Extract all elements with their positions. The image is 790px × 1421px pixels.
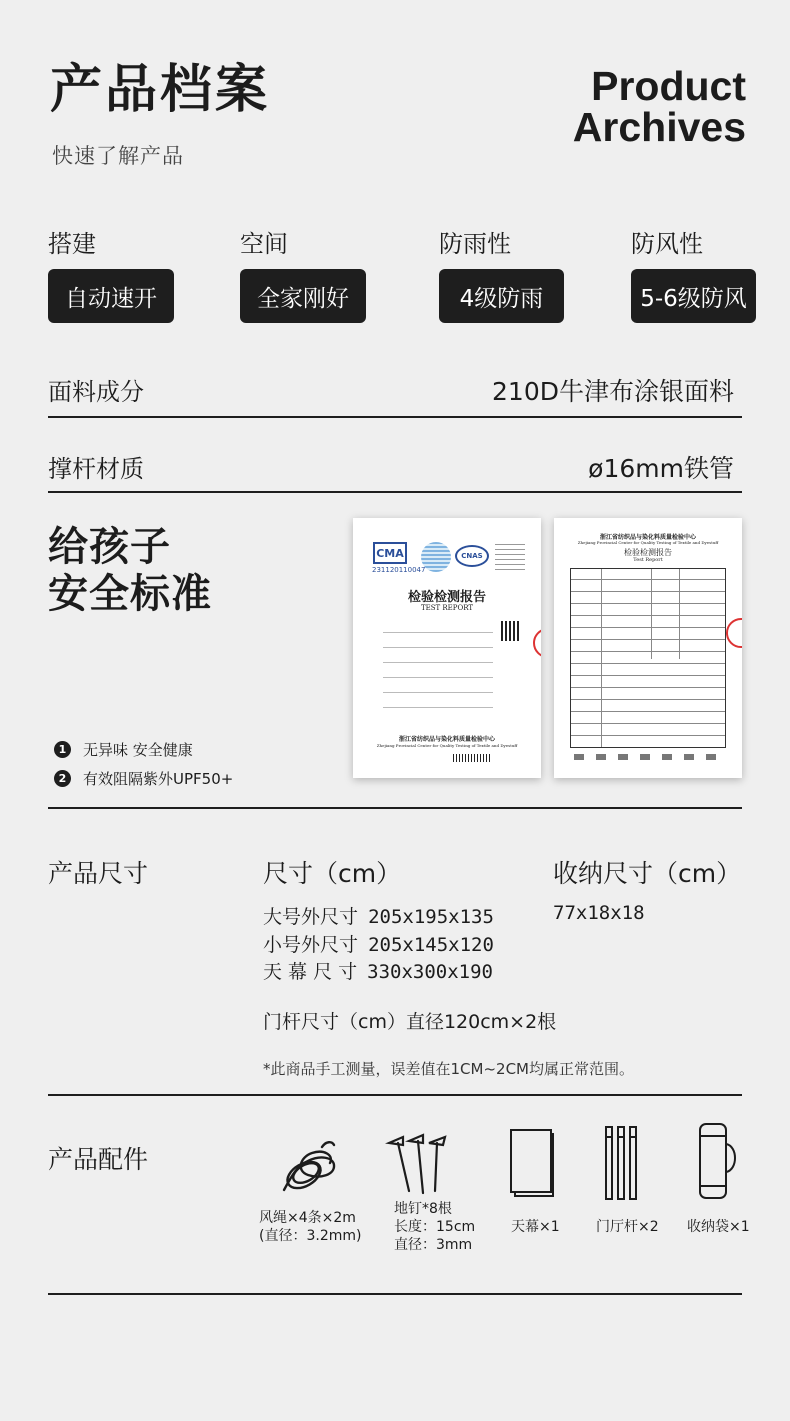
size-row [263,957,493,984]
report-org-cn: 浙江省纺织品与染化料质量检验中心 [599,534,696,541]
accessories-section-label: 产品配件 [48,1145,149,1174]
accessory-caption [259,1209,361,1245]
accessory-caption-line: 直径：3mm [394,1237,473,1254]
red-seal [726,618,742,648]
accessory-caption [394,1200,475,1255]
spec-label-fabric: 面料成分 [48,378,144,406]
bag-icon [694,1122,740,1200]
attr-badge-build: 自动速开 [48,269,174,323]
ilac-logo [421,542,451,572]
divider [48,807,742,809]
title-en-line1: Product [591,63,746,109]
pole-icon [602,1125,646,1201]
stake-icon [385,1133,455,1197]
report-fields [383,626,493,722]
report-org-en: Zhejiang Provincial Center for Quality Testing of Textile and Dyestuff [577,540,719,545]
cma-logo: CMA [373,542,407,564]
feature-item [54,739,193,760]
attr-label-space: 空间 [240,230,288,258]
size-column-head: 尺寸（cm） [263,859,402,888]
accessory-caption: 天幕×1 [511,1219,560,1235]
door-pole-size: 门杆尺寸（cm）直径120cm×2根 [263,1011,557,1033]
size-row-label: 天 幕 尺 寸 [263,961,358,983]
red-seal [533,628,541,658]
measurement-note: *此商品手工测量，误差值在1CM~2CM均属正常范围。 [263,1060,634,1078]
spec-label-pole: 撑杆材质 [48,455,144,483]
cert-text-block [495,544,525,570]
safety-title-line1: 给孩子 [48,524,171,570]
page-title: 产品档案 [50,60,271,120]
feature-number: 2 [54,770,71,787]
attr-label-wind: 防风性 [631,230,703,258]
attr-badge-rain: 4级防雨 [439,269,564,323]
cma-code: 231120110047 [372,566,426,574]
feature-text: 无异味 安全健康 [83,741,193,759]
spec-value-fabric: 210D牛津布涂银面料 [492,377,734,406]
page-subtitle: 快速了解产品 [52,144,184,168]
report-table [570,568,726,748]
feature-item [54,768,233,789]
safety-title-line2: 安全标准 [48,570,212,617]
canopy-icon [507,1128,555,1198]
size-section-label: 产品尺寸 [48,859,149,888]
accessory-caption-line: (直径：3.2mm) [259,1228,362,1245]
storage-size-value: 77x18x18 [553,902,645,924]
accessory-caption: 门厅杆×2 [596,1219,659,1235]
signature-row [574,754,724,760]
cnas-logo: CNAS [455,545,489,567]
storage-column-head: 收纳尺寸（cm） [553,859,742,888]
report-title-cn: 检验检测报告 [624,548,672,557]
rope-icon [278,1135,340,1197]
size-row-value: 330x300x190 [367,961,494,983]
barcode [453,754,491,762]
report-title-en: Test Report [633,557,663,563]
accessory-caption-line: 风绳×4条×2m [259,1210,356,1226]
title-en-line2: Archives [572,104,746,150]
attr-label-rain: 防雨性 [439,230,511,258]
report-title-cn: 检验检测报告 [407,590,486,605]
attr-badge-wind: 5-6级防风 [631,269,756,323]
divider [48,1094,742,1096]
test-report-cover [353,518,541,778]
accessory-caption: 收纳袋×1 [687,1219,750,1235]
attr-label-build: 搭建 [48,230,96,258]
feature-text: 有效阻隔紫外UPF50+ [83,770,234,788]
report-title-en: TEST REPORT [420,604,474,612]
size-row-value: 205x145x120 [368,934,494,956]
size-row [263,930,494,957]
size-row-label: 小号外尺寸 [263,934,359,956]
size-row [263,902,494,929]
divider [48,416,742,418]
test-report-detail [554,518,742,778]
accessory-caption-line: 地钉*8根 [394,1201,452,1217]
accessory-caption-line: 长度：15cm [394,1219,476,1236]
divider [48,1293,742,1295]
safety-title [48,524,212,618]
spec-value-pole: ø16mm铁管 [588,454,734,483]
size-row-label: 大号外尺寸 [263,906,359,928]
report-org-cn: 浙江省纺织品与染化料质量检验中心 [398,736,495,743]
divider [48,491,742,493]
page-title-en [572,63,746,150]
size-row-value: 205x195x135 [368,906,494,928]
attr-badge-space: 全家刚好 [240,269,366,323]
report-org-en: Zhejiang Provincial Center for Quality Testing of Textile and Dyestuff [376,743,518,748]
qr-code [501,621,521,641]
feature-number: 1 [54,741,71,758]
